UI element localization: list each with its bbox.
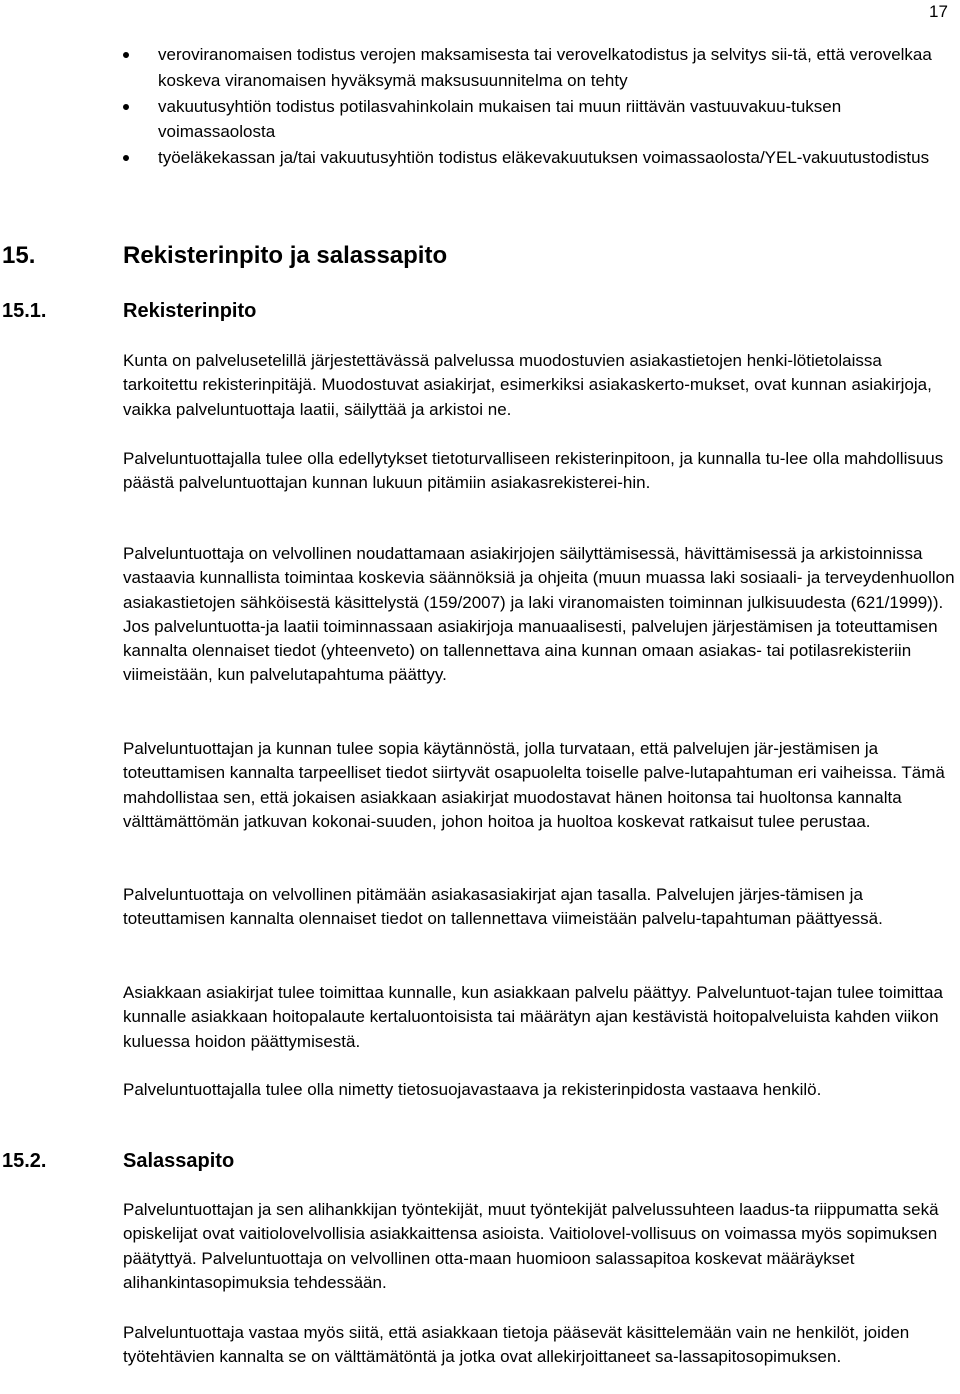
section-15-1-title: Rekisterinpito [123, 300, 257, 322]
paragraph: Palveluntuottajan ja kunnan tulee sopia käytännöstä, jolla turvataan, että palvelujen jär-jestämisen ja toteuttamisen kannalta tarpeelliset tiedot siirtyvät osapuolelta toiselle palve-lutapahtuman eri vaiheissa. Tämä mahdollistaa sen, että jokaisen asiakkaan asiakirjat muodostavat hänen hoitonsa tai huoltonsa kannalta välttämättömän jatkuvan kokonai-suuden, johon hoitoa ja huoltoa koskevat ratkaisut tulee perustaa. [123, 739, 945, 831]
bullet-icon [123, 104, 129, 110]
section-15-2-number: 15.2. [2, 1150, 47, 1172]
paragraph: Palveluntuottajalla tulee olla nimetty tietosuojavastaava ja rekisterinpidosta vastaava henkilö. [123, 1080, 822, 1099]
bullet-icon [123, 52, 129, 58]
bullet-text: työeläkekassan ja/tai vakuutusyhtiön todistus eläkevakuutuksen voimassaolosta/YEL-vakuutustodistus [158, 148, 930, 168]
list-item [123, 94, 953, 146]
paragraph: Palveluntuottajalla tulee olla edellytykset tietoturvalliseen rekisterinpitoon, ja kunnalla tu-lee olla mahdollisuus päästä palveluntuottajan kunnan lukuun pitämiin asiakasrekisterei-hin. [123, 449, 944, 493]
requirements-bullet-list [123, 42, 953, 171]
paragraph: Palveluntuottaja on velvollinen noudattamaan asiakirjojen säilyttämisessä, hävittämisessä ja arkistoinnissa vastaavia kunnallista toimintaa koskevia säännöksiä ja ohjeita (muun muassa laki sosiaali- ja terveydenhuollon asiakastietojen sähköisestä käsittelystä (159/2007) ja laki viranomaisten toiminnan julkisuudesta (621/1999)). Jos palveluntuotta-ja laatii toiminnassaan asiakirjoja manuaalisesti, palvelujen järjestämisen ja toteuttamisen kannalta olennaiset tiedot (yhteenveto) on tallennettava aina kunnan omaan asiakas- tai potilasrekisteriin viimeistään, kun palvelutapahtuma päättyy. [123, 544, 955, 685]
section-15-1-number: 15.1. [2, 300, 47, 322]
paragraph: Palveluntuottajan ja sen alihankkijan työntekijät, muut työntekijät palvelussuhteen laadus-ta riippumatta sekä opiskelijat ovat vaitiolovelvollisia asiakkaittensa asioista. Vaitiolovel-vollisuus on voimassa myös sopimuksen päätyttyä. Palveluntuottaja on velvollinen otta-maan huomioon salassapitoa koskevat määräykset alihankintasopimuksia tehdessään. [123, 1200, 939, 1292]
bullet-icon [123, 155, 129, 161]
page-number: 17 [929, 2, 948, 21]
paragraph: Kunta on palvelusetelillä järjestettävässä palvelussa muodostuvien asiakastietojen henki-lötietolaissa tarkoitettu rekisterinpitäjä. Muodostuvat asiakirjat, esimerkiksi asiakaskerto-mukset, ovat kunnan asiakirjoja, vaikka palveluntuottaja laatii, säilyttää ja arkistoi ne. [123, 351, 932, 419]
list-item [123, 145, 953, 171]
paragraph: Palveluntuottaja on velvollinen pitämään asiakasasiakirjat ajan tasalla. Palvelujen järjes-tämisen ja toteuttamisen kannalta olennaiset tiedot on tallennettava viimeistään palvelu-tapahtuman päättyessä. [123, 885, 883, 929]
section-15-title: Rekisterinpito ja salassapito [123, 242, 448, 269]
list-item [123, 42, 953, 94]
paragraph: Palveluntuottaja vastaa myös siitä, että asiakkaan tietoja pääsevät käsittelemään vain ne henkilöt, joiden työtehtävien kannalta se on välttämätöntä ja jotka ovat allekirjoittaneet sa-lassapitosopimuksen. [123, 1323, 910, 1367]
paragraph: Asiakkaan asiakirjat tulee toimittaa kunnalle, kun asiakkaan palvelu päättyy. Palveluntuot-tajan tulee toimittaa kunnalle asiakkaan hoitopalaute kertaluontoisista tai määrätyn ajan kestävistä hoitopalveluista kahden viikon kuluessa hoidon päättymisestä. [123, 983, 943, 1051]
bullet-text: veroviranomaisen todistus verojen maksamisesta tai verovelkatodistus ja selvitys sii-tä, että verovelkaa koskeva viranomaisen hyväksymä maksusuunnitelma on tehty [158, 45, 932, 90]
section-15-number: 15. [2, 242, 36, 269]
bullet-text: vakuutusyhtiön todistus potilasvahinkolain mukaisen tai muun riittävän vastuuvakuu-tuksen voimassaolosta [158, 96, 842, 142]
section-15-2-title: Salassapito [123, 1150, 235, 1172]
